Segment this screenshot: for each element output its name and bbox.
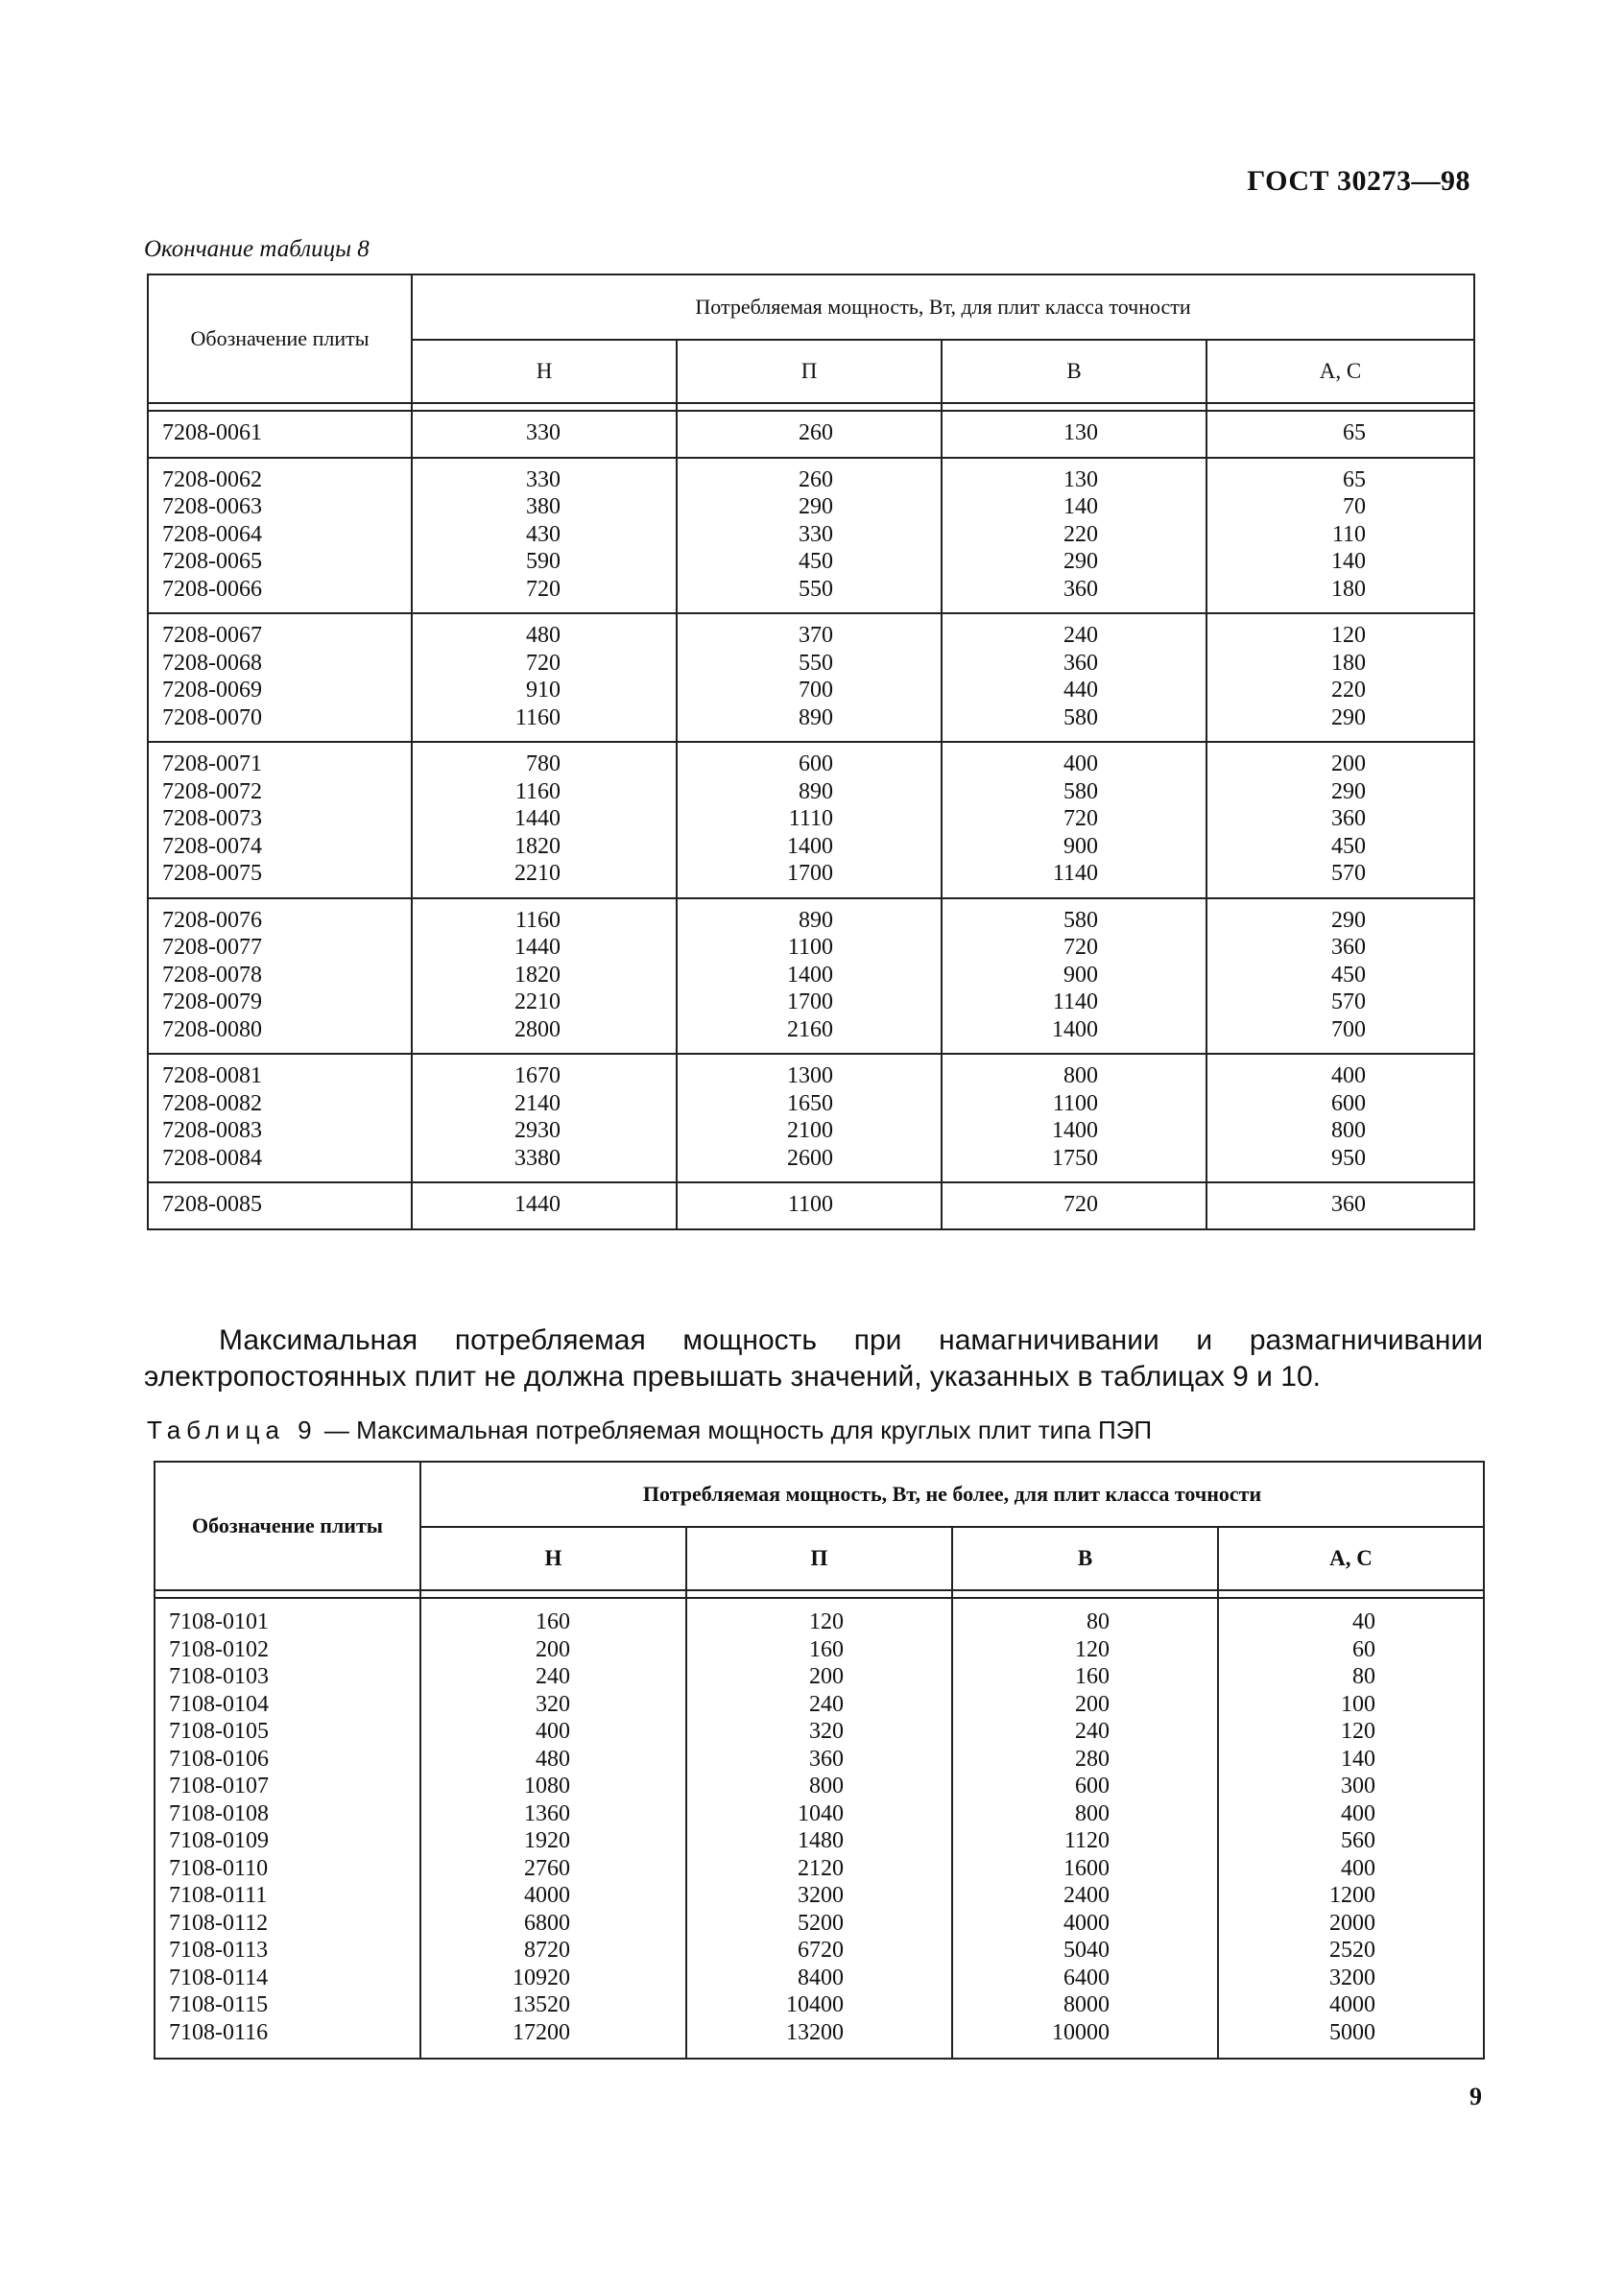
cell-line: 900: [1063, 833, 1098, 859]
power-class-h: [412, 898, 677, 1055]
cell-line: 2400: [1063, 1883, 1110, 1908]
cell-line: 800: [809, 1774, 844, 1799]
cell-line: 570: [1331, 861, 1367, 886]
cell-line: 220: [1331, 678, 1367, 703]
power-class-v: [942, 742, 1206, 898]
cell-line: 8400: [798, 1965, 844, 1990]
power-class-h: [412, 458, 677, 614]
cell-line: 8720: [524, 1938, 570, 1963]
cell-line: 550: [799, 650, 833, 676]
cell-line: 80: [1352, 1664, 1376, 1689]
col-header-power-group: Потребляемая мощность, Вт, для плит класса точности: [412, 274, 1474, 340]
power-class-v: [942, 458, 1206, 614]
cell-line: 7208-0078: [162, 962, 262, 988]
cell-line: 100: [1341, 1691, 1376, 1717]
power-class-ac: [1206, 898, 1474, 1055]
cell-line: 720: [526, 576, 561, 602]
col-header-class-v: В: [942, 340, 1206, 403]
cell-line: 360: [1331, 1192, 1367, 1217]
cell-line: 2210: [514, 989, 561, 1014]
cell-line: 440: [1063, 678, 1098, 703]
cell-line: 17200: [513, 2019, 570, 2045]
cell-line: 1200: [1329, 1883, 1376, 1908]
cell-line: 200: [536, 1636, 570, 1662]
cell-line: 7108-0116: [169, 2019, 269, 2045]
cell-line: 80: [1087, 1609, 1110, 1634]
col-header-class-h: Н: [412, 340, 677, 403]
power-class-h: [420, 1598, 686, 2059]
cell-line: 1140: [1052, 861, 1098, 886]
col-header-class-ac: А, С: [1218, 1527, 1484, 1590]
cell-line: 290: [799, 494, 833, 519]
power-class-h: [412, 1182, 677, 1229]
cell-line: 360: [1331, 806, 1367, 831]
cell-line: 7208-0063: [162, 494, 262, 519]
cell-line: 450: [1331, 962, 1367, 988]
cell-line: 320: [809, 1719, 844, 1744]
cell-line: 200: [1075, 1691, 1110, 1717]
cell-line: 140: [1331, 549, 1367, 574]
col-header-plate: Обозначение плиты: [155, 1462, 420, 1590]
cell-line: 720: [1063, 806, 1098, 831]
cell-line: 430: [526, 521, 561, 547]
power-class-p: [677, 898, 942, 1055]
power-class-ac: [1206, 458, 1474, 614]
cell-line: 7208-0084: [162, 1145, 262, 1171]
cell-line: 1920: [524, 1828, 570, 1853]
power-class-v: [942, 898, 1206, 1055]
cell-line: 2120: [798, 1855, 844, 1881]
cell-line: 400: [1331, 1063, 1367, 1088]
cell-line: 4000: [1329, 1992, 1376, 2017]
cell-line: 700: [1331, 1016, 1367, 1042]
col-header-class-h: Н: [420, 1527, 686, 1590]
power-class-h: [412, 742, 677, 898]
cell-line: 13200: [786, 2019, 844, 2045]
cell-line: 1080: [524, 1774, 570, 1799]
cell-line: 480: [526, 623, 561, 648]
col-header-plate: Обозначение плиты: [148, 274, 412, 403]
cell-line: 240: [1063, 623, 1098, 648]
cell-line: 240: [1075, 1719, 1110, 1744]
cell-line: 550: [799, 576, 833, 602]
cell-line: 720: [526, 650, 561, 676]
col-header-class-p: П: [686, 1527, 952, 1590]
cell-line: 560: [1341, 1828, 1376, 1853]
cell-line: 1400: [1052, 1118, 1098, 1143]
cell-line: 7108-0108: [169, 1800, 269, 1826]
cell-line: 3200: [798, 1883, 844, 1908]
cell-line: 7208-0071: [162, 751, 262, 776]
cell-line: 70: [1343, 494, 1367, 519]
cell-line: 950: [1331, 1145, 1367, 1171]
col-header-power-group: Потребляемая мощность, Вт, не более, для плит класса точности: [420, 1462, 1484, 1527]
power-class-ac: [1206, 1054, 1474, 1182]
cell-line: 400: [536, 1719, 570, 1744]
power-class-h: [412, 613, 677, 742]
cell-line: 400: [1341, 1800, 1376, 1826]
power-class-h: [412, 1054, 677, 1182]
power-class-ac: [1206, 411, 1474, 458]
cell-line: 200: [1331, 751, 1367, 776]
cell-line: 800: [1331, 1118, 1367, 1143]
cell-line: 4000: [524, 1883, 570, 1908]
cell-line: 360: [1063, 650, 1098, 676]
cell-line: 7208-0082: [162, 1090, 262, 1116]
cell-line: 120: [1341, 1719, 1376, 1744]
cell-line: 7108-0115: [169, 1992, 269, 2017]
table-8: [147, 274, 1475, 1230]
power-class-p: [677, 1054, 942, 1182]
cell-line: 2760: [524, 1855, 570, 1881]
cell-line: 330: [526, 420, 561, 445]
power-class-v: [942, 411, 1206, 458]
plate-codes: [148, 898, 412, 1055]
power-class-p: [677, 458, 942, 614]
cell-line: 7208-0079: [162, 989, 262, 1014]
power-class-p: [686, 1598, 952, 2059]
cell-line: 890: [799, 907, 833, 933]
power-class-p: [677, 411, 942, 458]
cell-line: 1160: [514, 907, 561, 933]
cell-line: 450: [1331, 833, 1367, 859]
cell-line: 40: [1352, 1609, 1376, 1634]
cell-line: 1110: [788, 806, 833, 831]
power-class-h: [412, 411, 677, 458]
cell-line: 580: [1063, 907, 1098, 933]
cell-line: 1100: [1052, 1090, 1098, 1116]
cell-line: 7208-0072: [162, 778, 262, 804]
cell-line: 1300: [787, 1063, 833, 1088]
cell-line: 320: [536, 1691, 570, 1717]
cell-line: 65: [1343, 466, 1367, 492]
table-row-group: [155, 1598, 1484, 2059]
cell-line: 260: [799, 420, 833, 445]
cell-line: 580: [1063, 704, 1098, 730]
cell-line: 480: [536, 1746, 570, 1772]
header-separator: [148, 403, 1474, 411]
cell-line: 7108-0107: [169, 1774, 269, 1799]
cell-line: 1160: [514, 778, 561, 804]
col-header-class-p: П: [677, 340, 942, 403]
cell-line: 130: [1063, 466, 1098, 492]
cell-line: 180: [1331, 576, 1367, 602]
cell-line: 7108-0102: [169, 1636, 269, 1662]
cell-line: 7208-0073: [162, 806, 262, 831]
cell-line: 7208-0070: [162, 704, 262, 730]
cell-line: 8000: [1063, 1992, 1110, 2017]
cell-line: 1120: [1063, 1828, 1110, 1853]
cell-line: 7108-0112: [169, 1910, 269, 1936]
header-separator: [155, 1590, 1484, 1598]
power-class-v: [952, 1598, 1218, 2059]
cell-line: 5200: [798, 1910, 844, 1936]
cell-line: 120: [809, 1609, 844, 1634]
cell-line: 400: [1341, 1855, 1376, 1881]
cell-line: 5040: [1063, 1938, 1110, 1963]
cell-line: 260: [799, 466, 833, 492]
cell-line: 290: [1331, 778, 1367, 804]
table9-caption-text: — Максимальная потребляемая мощность для круглых плит типа ПЭП: [317, 1416, 1153, 1444]
cell-line: 7208-0064: [162, 521, 262, 547]
cell-line: 7108-0103: [169, 1664, 269, 1689]
cell-line: 7208-0061: [162, 420, 262, 445]
cell-line: 10920: [513, 1965, 570, 1990]
cell-line: 110: [1331, 521, 1367, 547]
cell-line: 700: [799, 678, 833, 703]
cell-line: 10400: [786, 1992, 844, 2017]
body-paragraph: Максимальная потребляемая мощность при намагничивании и размагничивании электропостоянных плит не должна превышать значений, указанных в таблицах 9 и 10.: [144, 1324, 1483, 1393]
cell-line: 7208-0068: [162, 650, 262, 676]
cell-line: 2210: [514, 861, 561, 886]
cell-line: 1650: [787, 1090, 833, 1116]
cell-line: 1480: [798, 1828, 844, 1853]
cell-line: 600: [1331, 1090, 1367, 1116]
power-class-v: [942, 1182, 1206, 1229]
cell-line: 120: [1075, 1636, 1110, 1662]
cell-line: 7208-0066: [162, 576, 262, 602]
table-row-group: [148, 1054, 1474, 1182]
table-row-group: [148, 742, 1474, 898]
cell-line: 380: [526, 494, 561, 519]
cell-line: 1700: [787, 989, 833, 1014]
cell-line: 3200: [1329, 1965, 1376, 1990]
cell-line: 7108-0113: [169, 1938, 269, 1963]
col-header-class-ac: А, С: [1206, 340, 1474, 403]
table-row-group: [148, 411, 1474, 458]
cell-line: 2600: [787, 1145, 833, 1171]
cell-line: 7108-0106: [169, 1746, 269, 1772]
cell-line: 290: [1331, 704, 1367, 730]
cell-line: 7208-0067: [162, 623, 262, 648]
cell-line: 10000: [1052, 2019, 1110, 2045]
cell-line: 1400: [787, 833, 833, 859]
cell-line: 1160: [514, 704, 561, 730]
cell-line: 370: [799, 623, 833, 648]
cell-line: 890: [799, 704, 833, 730]
cell-line: 13520: [513, 1992, 570, 2017]
cell-line: 240: [809, 1691, 844, 1717]
cell-line: 7108-0111: [169, 1883, 268, 1908]
cell-line: 7108-0101: [169, 1609, 269, 1634]
cell-line: 290: [1331, 907, 1367, 933]
cell-line: 1700: [787, 861, 833, 886]
cell-line: 3380: [514, 1145, 561, 1171]
cell-line: 6720: [798, 1938, 844, 1963]
table8-caption: Окончание таблицы 8: [144, 236, 370, 262]
power-class-v: [942, 1054, 1206, 1182]
cell-line: 780: [526, 751, 561, 776]
plate-codes: [155, 1598, 420, 2059]
cell-line: 570: [1331, 989, 1367, 1014]
cell-line: 7208-0081: [162, 1063, 262, 1088]
cell-line: 1820: [514, 833, 561, 859]
cell-line: 220: [1063, 521, 1098, 547]
cell-line: 160: [536, 1609, 570, 1634]
cell-line: 450: [799, 549, 833, 574]
plate-codes: [148, 1182, 412, 1229]
document-code: ГОСТ 30273—98: [1247, 165, 1470, 197]
cell-line: 1440: [514, 1192, 561, 1217]
cell-line: 1750: [1052, 1145, 1098, 1171]
cell-line: 7108-0105: [169, 1719, 269, 1744]
power-class-ac: [1206, 1182, 1474, 1229]
power-class-ac: [1206, 742, 1474, 898]
cell-line: 180: [1331, 650, 1367, 676]
cell-line: 130: [1063, 420, 1098, 445]
cell-line: 280: [1075, 1746, 1110, 1772]
cell-line: 400: [1063, 751, 1098, 776]
cell-line: 7108-0110: [169, 1855, 269, 1881]
cell-line: 1440: [514, 806, 561, 831]
cell-line: 1100: [787, 1192, 833, 1217]
cell-line: 890: [799, 778, 833, 804]
cell-line: 1360: [524, 1800, 570, 1826]
cell-line: 7108-0114: [169, 1965, 269, 1990]
cell-line: 7108-0104: [169, 1691, 269, 1717]
cell-line: 7208-0065: [162, 549, 262, 574]
cell-line: 910: [526, 678, 561, 703]
plate-codes: [148, 411, 412, 458]
power-class-ac: [1206, 613, 1474, 742]
plate-codes: [148, 1054, 412, 1182]
cell-line: 330: [799, 521, 833, 547]
cell-line: 2000: [1329, 1910, 1376, 1936]
cell-line: 160: [1075, 1664, 1110, 1689]
table-row-group: [148, 613, 1474, 742]
cell-line: 2520: [1329, 1938, 1376, 1963]
cell-line: 4000: [1063, 1910, 1110, 1936]
cell-line: 7208-0080: [162, 1016, 262, 1042]
cell-line: 900: [1063, 962, 1098, 988]
table-row-group: [148, 898, 1474, 1055]
cell-line: 1400: [787, 962, 833, 988]
cell-line: 240: [536, 1664, 570, 1689]
power-class-p: [677, 742, 942, 898]
cell-line: 1600: [1063, 1855, 1110, 1881]
cell-line: 360: [1063, 576, 1098, 602]
cell-line: 7208-0077: [162, 935, 262, 960]
table-row-group: [148, 1182, 1474, 1229]
cell-line: 600: [1075, 1774, 1110, 1799]
power-class-v: [942, 613, 1206, 742]
cell-line: 800: [1063, 1063, 1098, 1088]
cell-line: 600: [799, 751, 833, 776]
table-9: [154, 1461, 1485, 2060]
table9-caption: [147, 1416, 1152, 1445]
cell-line: 2160: [787, 1016, 833, 1042]
cell-line: 330: [526, 466, 561, 492]
table-row-group: [148, 458, 1474, 614]
cell-line: 1440: [514, 935, 561, 960]
cell-line: 7108-0109: [169, 1828, 269, 1853]
cell-line: 1100: [787, 935, 833, 960]
plate-codes: [148, 742, 412, 898]
cell-line: 2930: [514, 1118, 561, 1143]
cell-line: 7208-0076: [162, 907, 262, 933]
cell-line: 7208-0085: [162, 1192, 262, 1217]
cell-line: 300: [1341, 1774, 1376, 1799]
col-header-class-v: В: [952, 1527, 1218, 1590]
cell-line: 580: [1063, 778, 1098, 804]
cell-line: 720: [1063, 935, 1098, 960]
cell-line: 2100: [787, 1118, 833, 1143]
cell-line: 800: [1075, 1800, 1110, 1826]
cell-line: 1140: [1052, 989, 1098, 1014]
cell-line: 5000: [1329, 2019, 1376, 2045]
cell-line: 7208-0069: [162, 678, 262, 703]
cell-line: 60: [1352, 1636, 1376, 1662]
cell-line: 65: [1343, 420, 1367, 445]
cell-line: 1820: [514, 962, 561, 988]
cell-line: 6800: [524, 1910, 570, 1936]
cell-line: 1040: [798, 1800, 844, 1826]
cell-line: 140: [1341, 1746, 1376, 1772]
cell-line: 590: [526, 549, 561, 574]
table9-caption-label: Таблица 9: [147, 1416, 318, 1444]
cell-line: 2140: [514, 1090, 561, 1116]
cell-line: 360: [809, 1746, 844, 1772]
cell-line: 160: [809, 1636, 844, 1662]
cell-line: 6400: [1063, 1965, 1110, 1990]
cell-line: 140: [1063, 494, 1098, 519]
cell-line: 2800: [514, 1016, 561, 1042]
power-class-p: [677, 613, 942, 742]
plate-codes: [148, 458, 412, 614]
cell-line: 720: [1063, 1192, 1098, 1217]
cell-line: 120: [1331, 623, 1367, 648]
page-number: 9: [1469, 2083, 1482, 2110]
plate-codes: [148, 613, 412, 742]
cell-line: 1670: [514, 1063, 561, 1088]
cell-line: 290: [1063, 549, 1098, 574]
cell-line: 7208-0083: [162, 1118, 262, 1143]
cell-line: 360: [1331, 935, 1367, 960]
cell-line: 7208-0062: [162, 466, 262, 492]
cell-line: 7208-0075: [162, 861, 262, 886]
cell-line: 7208-0074: [162, 833, 262, 859]
cell-line: 200: [809, 1664, 844, 1689]
power-class-p: [677, 1182, 942, 1229]
power-class-ac: [1218, 1598, 1484, 2059]
cell-line: 1400: [1052, 1016, 1098, 1042]
